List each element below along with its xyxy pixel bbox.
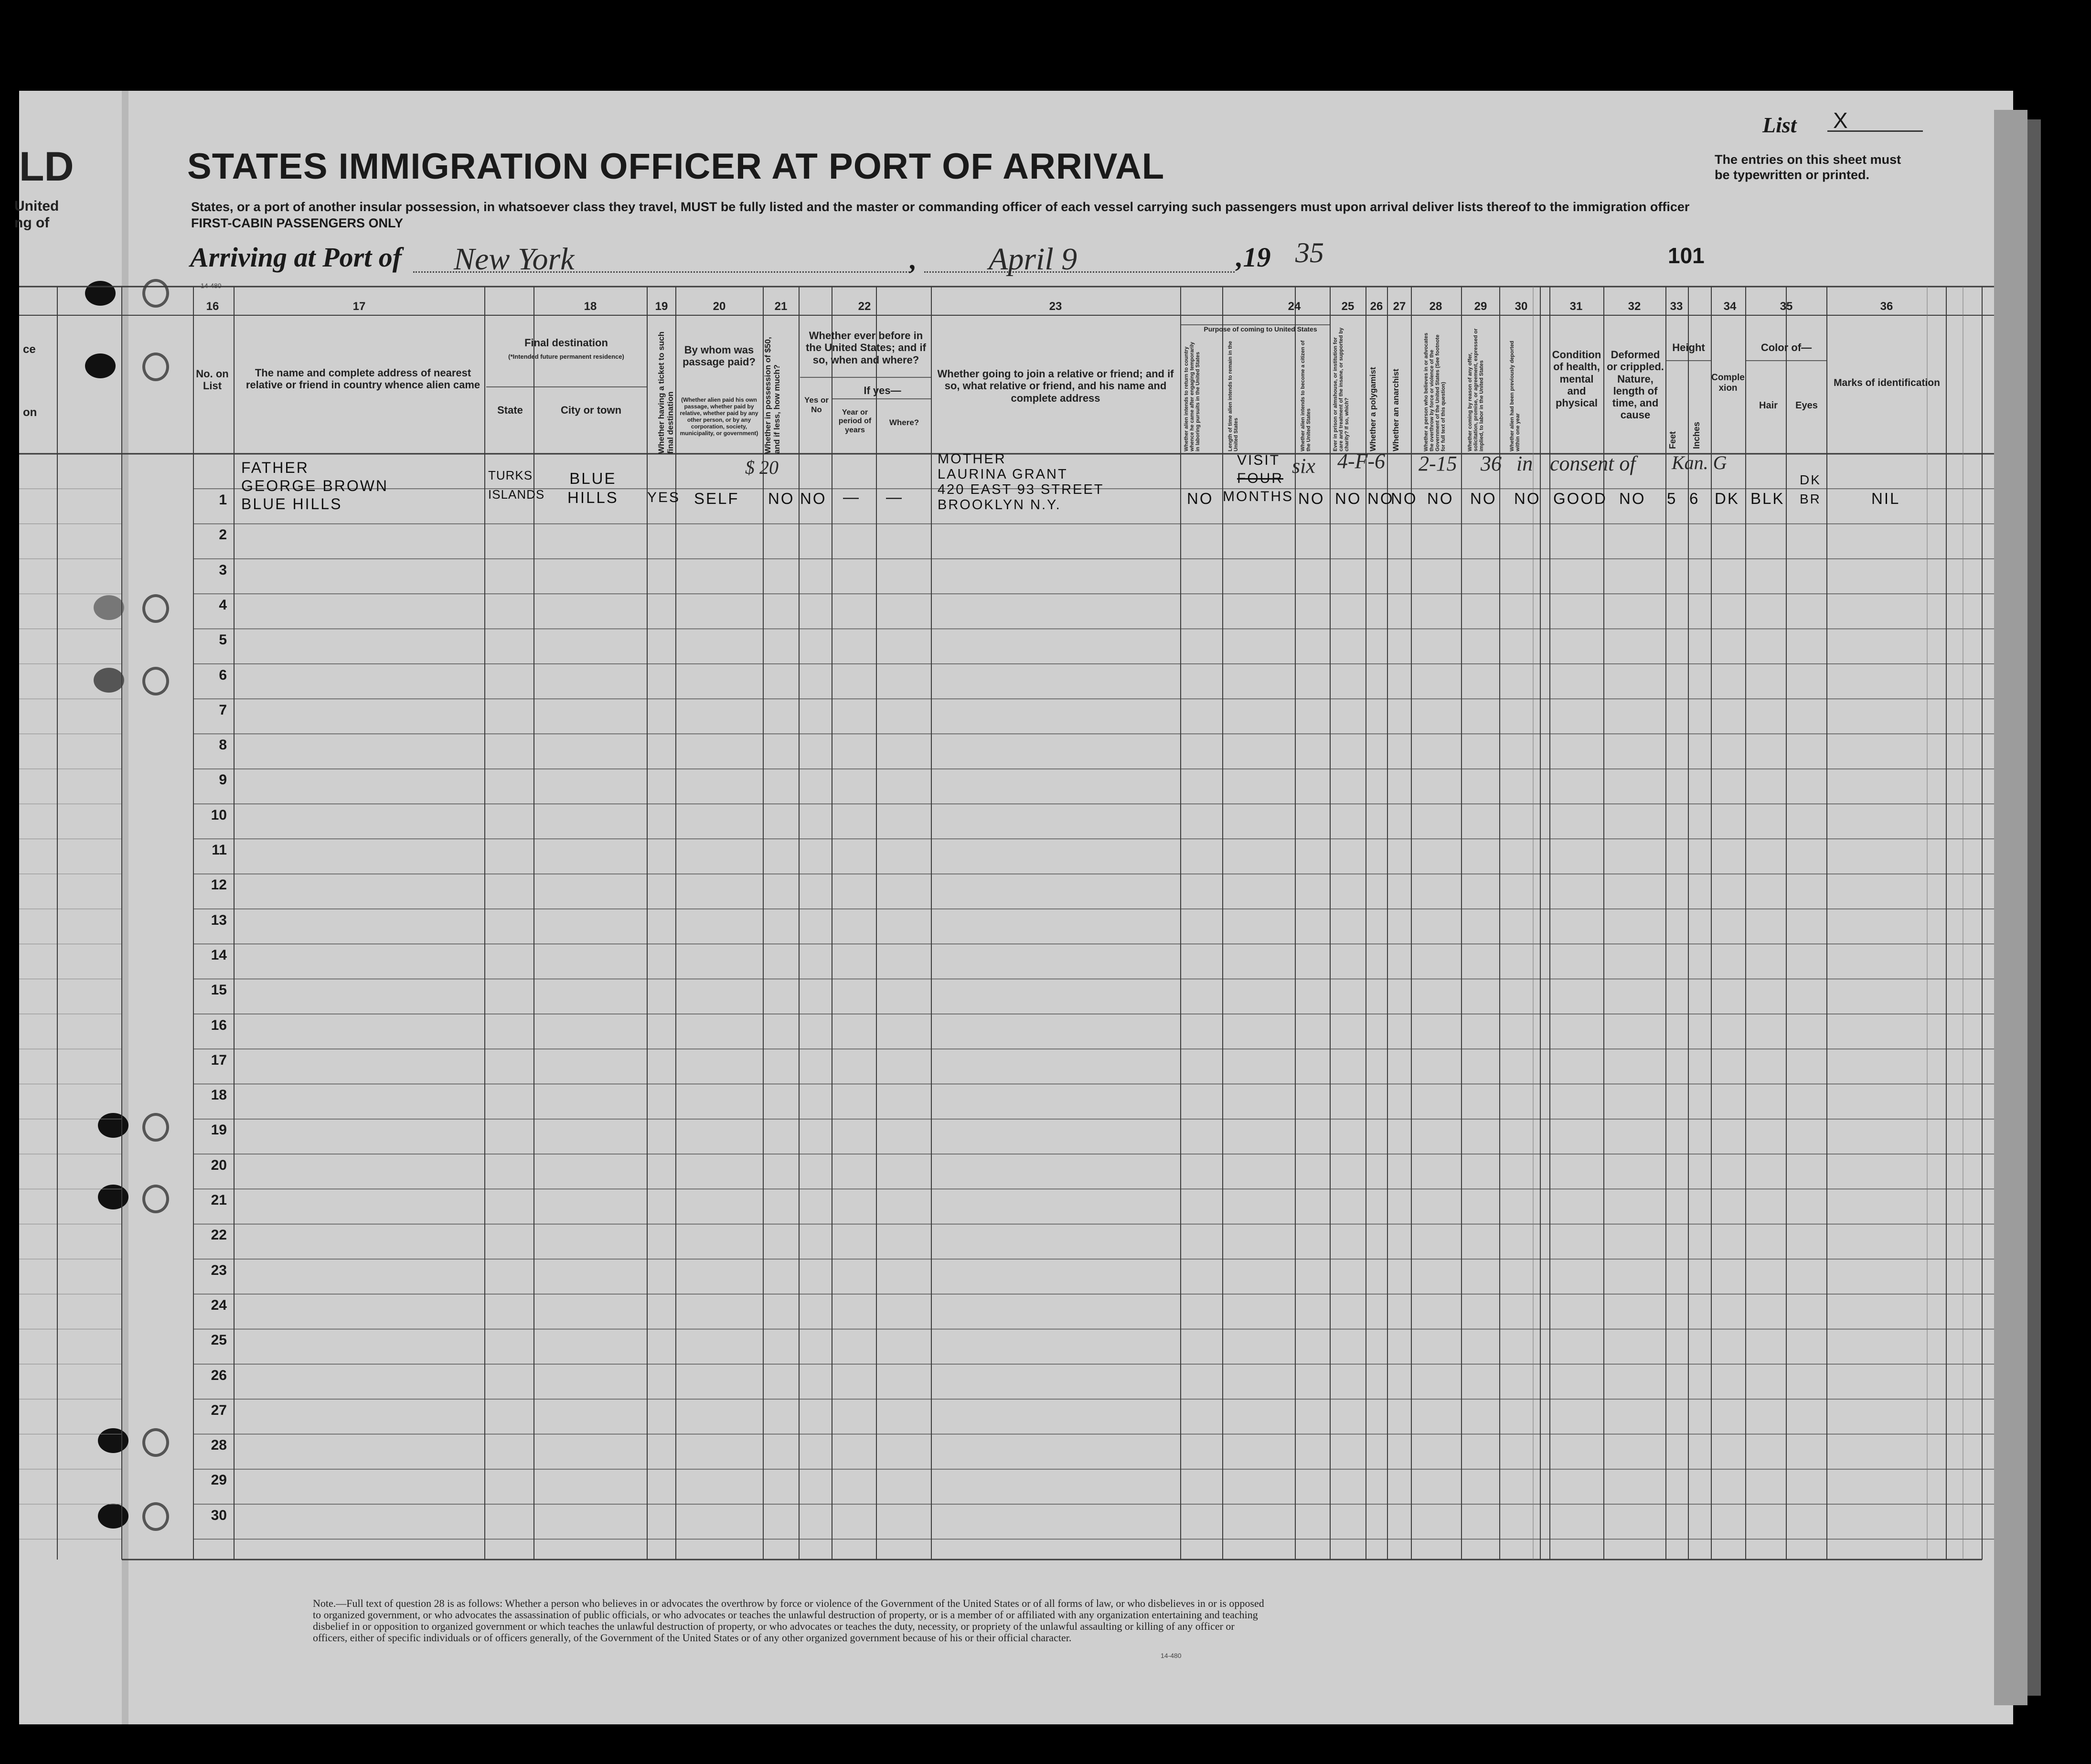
row-number: 17	[211, 1052, 227, 1068]
header-purpose: Purpose of coming to United States	[1204, 325, 1317, 333]
row-number: 2	[219, 527, 227, 543]
form-code-bottom: 14-480	[1161, 1652, 1182, 1659]
cell-anarchist: NO	[1391, 490, 1418, 507]
cell-citizen: NO	[1298, 490, 1325, 507]
cell-relative	[241, 459, 388, 513]
cell-feet: 5	[1667, 490, 1677, 507]
annotation-3: 36	[1481, 452, 1502, 475]
row-number: 1	[219, 492, 227, 508]
joining-line-1: MOTHER	[938, 451, 1006, 467]
instructions-line-1: The entries on this sheet must	[1715, 152, 1901, 167]
footnote: Note.—Full text of question 28 is as follows: Whether a person who believes in or advocates the overthrow by force or violence of the Government of the United States or of all forms of law, or who disbelieves in or is opposed to organized government, or who advocates the assassination of public officials, or who advocates or teaches the unlawful destruction of property, or is a member of or affiliated with any organization entertaining and teaching disbelief in or opposition to organized government or which teaches the unlawful destruction of property, or who advocates or teaches the duty, necessity, or propriety of the unlawful assaulting or killing of any officer or officers, either of specific individuals or of officers generally, of the Government of the United States or of any other organized government because of his or their official character.	[313, 1597, 1264, 1644]
cell-money-note: $ 20	[745, 457, 779, 478]
relative-line-3: BLUE HILLS	[241, 495, 342, 513]
annotation-5: consent of	[1550, 452, 1636, 475]
relative-line-2: GEORGE BROWN	[241, 477, 389, 494]
date-value: April 9	[989, 242, 1078, 277]
row-number: 16	[211, 1017, 227, 1033]
cell-polygamist: NO	[1367, 490, 1394, 507]
header-q28: Whether a person who believes in or advocates the overthrow by force or violence of the Government of the United States (See footnote for full text of this question)	[1423, 332, 1446, 451]
cell-ticket: YES	[647, 490, 681, 505]
cell-q29: NO	[1470, 490, 1497, 507]
row-number: 5	[219, 632, 227, 648]
column-number: 28	[1429, 300, 1442, 313]
cell-length-note: six	[1292, 454, 1315, 478]
form-subtitle-1: States, or a port of another insular possession, in whatsoever class they travel, MUST be fully listed and the master or commanding officer of each vessel carrying such passengers must upon arrival deliver lists thereof to the immigration officer	[191, 200, 1690, 214]
port-value: New York	[454, 242, 575, 277]
row-number: 8	[219, 737, 227, 753]
header-complexion: Complexion	[1711, 373, 1745, 393]
header-color: Color of—	[1760, 342, 1812, 353]
column-number: 36	[1880, 300, 1893, 313]
annotation-2: 2-15	[1419, 452, 1457, 475]
form-subtitle-2: FIRST-CABIN PASSENGERS ONLY	[191, 216, 404, 230]
row-number: 27	[211, 1402, 227, 1418]
header-yes-no: Yes or No	[804, 396, 829, 414]
row-number: 24	[211, 1297, 227, 1313]
form-title: STATES IMMIGRATION OFFICER AT PORT OF ARRIVAL	[187, 146, 1165, 187]
joining-line-3: 420 EAST 93 STREET	[938, 482, 1104, 497]
column-number: 19	[655, 300, 668, 313]
cell-where: —	[886, 488, 903, 506]
header-joining: Whether going to join a relative or friend; and if so, what relative or friend, and his name and complete address	[937, 368, 1174, 404]
cell-q28: NO	[1427, 490, 1454, 507]
header-nearest-relative: The name and complete address of nearest relative or friend in country whence alien came	[245, 367, 480, 391]
row-number: 6	[219, 667, 227, 683]
cell-deported: NO	[1514, 490, 1541, 507]
header-if-yes: If yes—	[864, 385, 901, 396]
column-number: 27	[1393, 300, 1406, 313]
length-line-3: MONTHS	[1223, 489, 1293, 504]
cell-length	[1223, 451, 1293, 506]
header-final-destination: Final destination	[524, 337, 608, 349]
column-number: 29	[1474, 300, 1487, 313]
column-number: 16	[206, 300, 219, 313]
header-q29: Whether coming by reason of any offer, solicitation, promise, or agreement, expressed or implied, to labor in the United States	[1467, 328, 1484, 451]
header-citizen: Whether alien intends to become a citizen of the United States	[1300, 340, 1312, 451]
stub-text-4: on	[23, 406, 37, 419]
cell-inches: 6	[1689, 490, 1700, 507]
header-health: Condition of health, mental and physical	[1552, 349, 1601, 409]
header-passage-paid: By whom was passage paid?	[683, 344, 756, 368]
column-number: 33	[1670, 300, 1683, 313]
row-number: 10	[211, 807, 227, 823]
cell-paid-by: SELF	[694, 490, 739, 507]
row-number: 21	[211, 1192, 227, 1208]
header-where: Where?	[889, 418, 919, 427]
header-passage-note: (Whether alien paid his own passage, whether paid by relative, whether paid by any other person, or by any corporation, society, municipality, or government)	[680, 396, 758, 437]
header-anarchist: Whether an anarchist	[1391, 369, 1400, 451]
column-number: 24	[1288, 300, 1301, 313]
joining-line-2: LAURINA GRANT	[938, 467, 1068, 482]
row-number: 23	[211, 1262, 227, 1278]
cell-hair: BLK	[1750, 490, 1785, 507]
header-length: Length of time alien intends to remain in the United States	[1227, 341, 1239, 451]
header-ticket: Whether having a ticket to such final destination	[657, 331, 675, 454]
header-feet: Feet	[1668, 431, 1677, 449]
header-marks: Marks of identification	[1834, 377, 1940, 388]
cell-eyes	[1800, 470, 1821, 509]
row-number: 26	[211, 1367, 227, 1383]
form-code-top: 14-480	[201, 282, 222, 289]
row-number: 22	[211, 1227, 227, 1243]
row-number: 20	[211, 1157, 227, 1173]
cell-prison: NO	[1335, 490, 1362, 507]
header-height: Height	[1672, 342, 1705, 353]
list-value: X	[1833, 108, 1848, 133]
row-number: 25	[211, 1332, 227, 1348]
eyes-line-1: DK	[1800, 472, 1821, 487]
row-number: 12	[211, 877, 227, 893]
arriving-label: Arriving at Port of	[190, 242, 402, 273]
row-number: 15	[211, 982, 227, 998]
header-deformed: Deformed or crippled. Nature, length of time, and cause	[1607, 349, 1664, 421]
length-line-1: VISIT	[1237, 452, 1280, 468]
cell-state	[488, 466, 544, 504]
column-number: 32	[1628, 300, 1641, 313]
relative-line-1: FATHER	[241, 459, 309, 476]
cell-before-us: NO	[800, 490, 827, 507]
row-number: 9	[219, 772, 227, 788]
year-prefix: 19	[1243, 242, 1271, 273]
cell-marks: NIL	[1871, 490, 1900, 507]
annotation-4: in	[1516, 452, 1533, 475]
cell-return: NO	[1187, 490, 1214, 507]
header-polygamist: Whether a polygamist	[1368, 367, 1377, 451]
city-line-1: BLUE	[569, 470, 617, 487]
column-number: 30	[1515, 300, 1528, 313]
cell-year: —	[843, 488, 860, 506]
row-number: 13	[211, 912, 227, 928]
header-deported: Whether alien had been previously deported within one year	[1509, 341, 1521, 451]
column-number: 25	[1341, 300, 1355, 313]
header-year: Year or period of years	[838, 408, 872, 434]
column-number: 35	[1780, 300, 1793, 313]
column-number: 31	[1569, 300, 1583, 313]
length-line-2: FOUR	[1237, 470, 1283, 486]
column-number: 23	[1049, 300, 1062, 313]
cell-complexion: DK	[1715, 490, 1739, 507]
header-money: Whether in possession of $50, and if less, how much?	[763, 337, 781, 454]
annotation-6: Kan. G	[1672, 452, 1727, 473]
column-number: 26	[1370, 300, 1383, 313]
header-city: City or town	[560, 404, 622, 416]
column-number: 17	[352, 300, 366, 313]
list-label: List	[1762, 113, 1797, 137]
row-number: 28	[211, 1437, 227, 1454]
header-state: State	[497, 404, 523, 416]
column-number: 20	[713, 300, 726, 313]
joining-line-4: BROOKLYN N.Y.	[938, 497, 1061, 513]
row-number: 4	[219, 597, 227, 613]
row-number: 14	[211, 947, 227, 963]
cell-health: GOOD	[1553, 490, 1607, 507]
row-number: 3	[219, 562, 227, 578]
state-line-2: ISLANDS	[488, 487, 545, 502]
eyes-line-2: BR	[1800, 492, 1821, 506]
cell-deformed: NO	[1619, 490, 1646, 507]
row-number: 18	[211, 1087, 227, 1103]
city-line-2: HILLS	[567, 489, 619, 506]
stub-text-1: United	[14, 198, 59, 214]
comma-1: ,	[910, 244, 917, 275]
instructions-line-2: be typewritten or printed.	[1715, 168, 1870, 182]
column-number: 21	[774, 300, 788, 313]
frame-number: 101	[1668, 243, 1705, 268]
header-prison: Ever in prison or almshouse, or institution for care and treatment of the insane, or supported by charity? If so, which?	[1333, 327, 1350, 451]
year-label: ,19	[1236, 242, 1271, 273]
year-value: 35	[1295, 237, 1324, 268]
row-number: 30	[211, 1507, 227, 1523]
annotation-1: 4-F-6	[1337, 449, 1386, 473]
cell-city	[567, 469, 619, 507]
header-return: Whether alien intends to return to country whence he came after engaging temporarily in laboring pursuits in the United States	[1184, 342, 1201, 451]
row-number: 11	[212, 842, 227, 858]
column-number: 18	[584, 300, 597, 313]
header-hair: Hair	[1759, 400, 1778, 411]
header-before-us: Whether ever before in the United States; and if so, when and where?	[806, 330, 926, 366]
column-number: 34	[1723, 300, 1737, 313]
stub-text-2: ng of	[14, 215, 50, 231]
stub-text-3: ce	[23, 343, 36, 356]
column-number: 22	[858, 300, 871, 313]
row-number: 29	[211, 1472, 227, 1488]
header-eyes: Eyes	[1795, 400, 1818, 411]
cell-money: NO	[768, 490, 795, 507]
header-destination-note: (*Intended future permanent residence)	[508, 353, 624, 360]
state-line-1: TURKS	[488, 468, 533, 482]
cell-joining	[938, 451, 1104, 513]
row-number: 7	[219, 702, 227, 718]
header-inches: Inches	[1692, 421, 1701, 449]
header-no-on-list: No. on List	[196, 368, 229, 392]
row-number: 19	[211, 1122, 227, 1138]
stub-text-big: LD	[19, 144, 74, 190]
